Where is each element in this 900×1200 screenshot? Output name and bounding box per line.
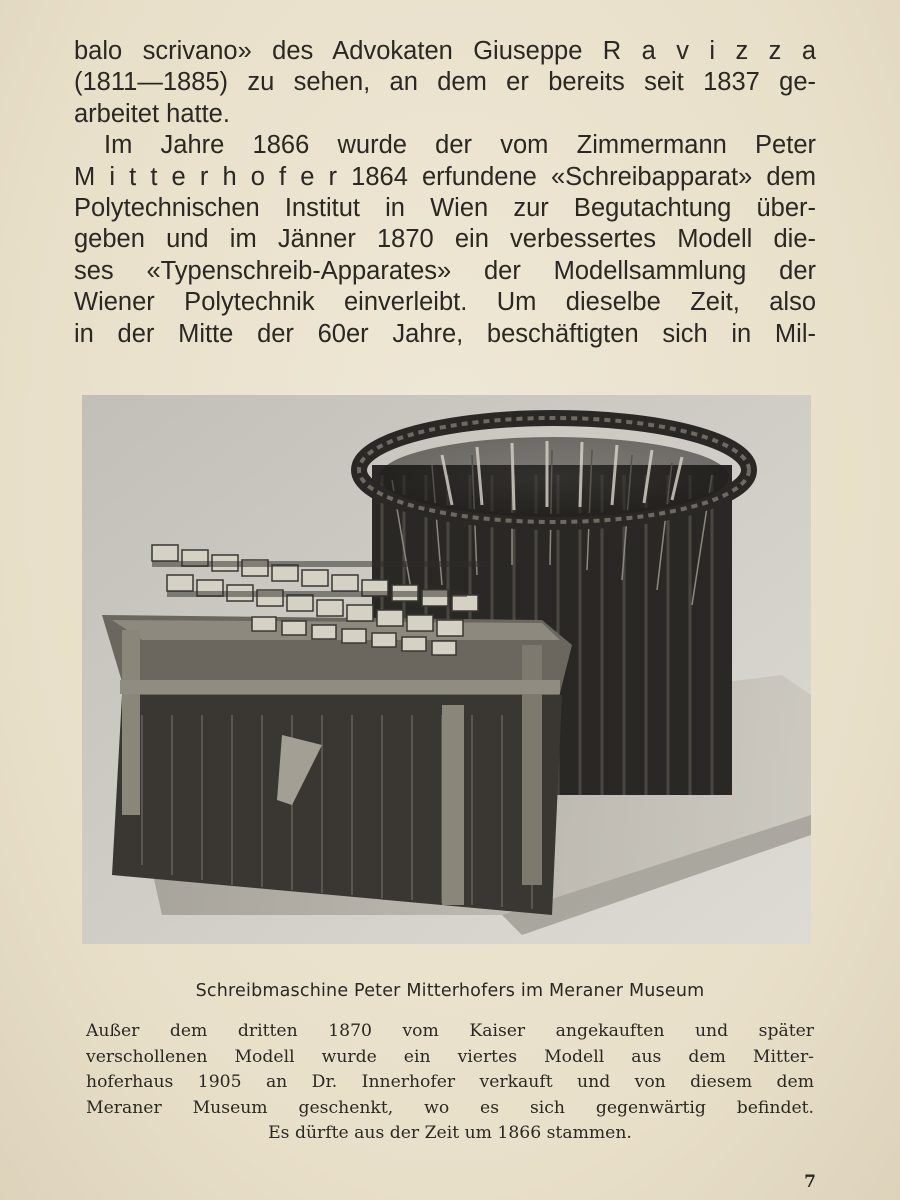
body-line: (1811—1885) zu sehen, an dem er bereits seit 1837 ge-	[74, 68, 816, 97]
body-line: balo scrivano» des Advokaten Giuseppe R a v i z z a	[74, 37, 816, 65]
body-line: Im Jahre 1866 wurde der vom Zimmermann Peter	[104, 131, 816, 160]
note-line: verschollenen Modell wurde ein viertes Modell aus dem Mitter-	[86, 1046, 814, 1067]
note-line: Außer dem dritten 1870 vom Kaiser angekauften und später	[86, 1021, 814, 1041]
body-line: in der Mitte der 60er Jahre, beschäftigten sich in Mil-	[74, 319, 816, 348]
page-number: 7	[804, 1172, 816, 1192]
body-line: ses «Typenschreib-Apparates» der Modellsammlung der	[74, 256, 816, 285]
note-line: hoferhaus 1905 an Dr. Innerhofer verkauft und von diesem dem	[86, 1072, 814, 1093]
note-line: Meraner Museum geschenkt, wo es sich gegenwärtig befindet.	[86, 1097, 814, 1118]
body-line: M i t t e r h o f e r 1864 erfundene «Schreibapparat» dem	[74, 162, 816, 191]
note-line: Es dürfte aus der Zeit um 1866 stammen.	[268, 1123, 632, 1144]
body-line: arbeitet hatte.	[74, 99, 230, 128]
body-line: geben und im Jänner 1870 ein verbessertes Modell die-	[74, 225, 816, 254]
figure-caption: Schreibmaschine Peter Mitterhofers im Meraner Museum	[195, 981, 705, 1001]
body-paragraph	[74, 36, 816, 350]
body-line: Wiener Polytechnik einverleibt. Um dieselbe Zeit, also	[74, 288, 816, 317]
typewriter-photograph	[82, 395, 811, 944]
typewriter-illustration	[82, 395, 811, 944]
body-line: Polytechnischen Institut in Wien zur Begutachtung über-	[74, 193, 816, 222]
footnote-paragraph	[86, 1019, 814, 1147]
